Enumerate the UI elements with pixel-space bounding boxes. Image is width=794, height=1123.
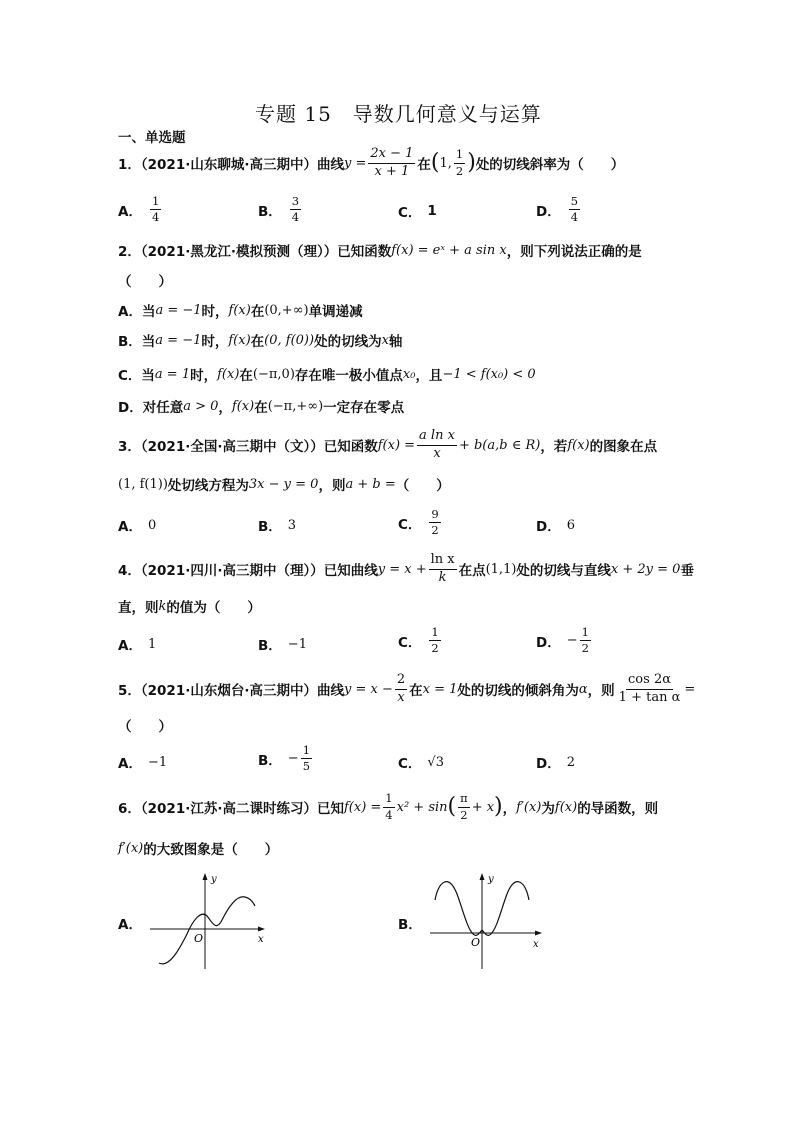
q5-option-a[interactable]: A． −1 (118, 754, 168, 772)
axis-x-label: x (533, 939, 539, 950)
axis-y-label: y (211, 874, 217, 885)
q5-option-c[interactable]: C． √3 (398, 754, 444, 772)
q5-answer-paren: （ ） (118, 719, 172, 735)
q4-option-c[interactable]: C． $\frac{1}{2}$ (398, 625, 439, 656)
q3-option-a[interactable]: A． 0 (118, 517, 157, 535)
q6-coef-fraction: $\frac{1}{4}$ (385, 791, 393, 822)
q6-option-b-graph[interactable] (425, 870, 550, 975)
x-axis-arrow (258, 927, 265, 932)
section-heading: 一、单选题 (118, 130, 186, 146)
q5-expression-fraction: $\frac{\cos 2\alpha}{\text{1 + tan α}}$ (618, 671, 681, 705)
q1-tail: 处的切线斜率为（ ） (475, 157, 625, 173)
q1-option-c[interactable]: C． 1 (398, 203, 437, 221)
question-1 (118, 146, 624, 180)
q5-option-d[interactable]: D． 2 (536, 754, 575, 772)
q2-option-d[interactable]: D．对任意 a > 0 ， f(x) 在 (−π,+∞) 一定存在零点 (118, 398, 405, 416)
q1-option-d[interactable]: D． $\frac{5}{4}$ (536, 194, 579, 225)
q3-option-c[interactable]: C． $\frac{9}{2}$ (398, 507, 439, 538)
q3-func-fraction: $\frac{\text{a ln x}}{x}$ (419, 427, 455, 461)
q1-lead: 1．（2021·山东聊城·高三期中）曲线 (118, 157, 344, 173)
q2-answer-paren: （ ） (118, 274, 172, 290)
y-axis-arrow (203, 873, 208, 880)
q6-option-a-label[interactable]: A． (118, 917, 142, 933)
q6-option-a-graph[interactable] (145, 870, 270, 975)
q1-func-lhs: y = (343, 155, 367, 171)
question-6-line-2: f′(x) 的大致图象是（ ） (118, 840, 279, 858)
question-2: 2．（2021·黑龙江·模拟预测（理））已知函数 f(x) = eˣ + a sin x ，则下列说法正确的是 (118, 242, 642, 260)
q1-option-a[interactable]: A． $\frac{1}{4}$ (118, 194, 160, 225)
origin-label: O (194, 932, 204, 945)
question-3-line-2: (1, f(1)) 处切线方程为 3x − y = 0 ，则 a + b = （ ） (118, 476, 450, 494)
curve-a (159, 897, 255, 964)
q2-option-a[interactable]: A．当 a = −1 时， f(x) 在 (0,+∞) 单调递减 (118, 302, 363, 320)
axis-y-label: y (488, 874, 494, 885)
q4-option-b[interactable]: B． −1 (258, 636, 307, 654)
y-axis-arrow (480, 873, 485, 880)
origin-label: O (471, 936, 481, 949)
q3-option-d[interactable]: D． 6 (536, 517, 575, 535)
q1-paren-open: ( (430, 150, 440, 175)
q3-option-b[interactable]: B． 3 (258, 517, 297, 535)
q1-func-fraction: $\frac{2x - 1}{x + 1}$ (370, 145, 414, 179)
q2-option-c[interactable]: C．当 a = 1 时， f(x) 在 (−π,0) 存在唯一极小值点 x₀ ，且 −1 < f(x₀) < 0 (118, 366, 536, 384)
q4-func-fraction: $\frac{\text{ln x}}{k}$ (430, 551, 455, 585)
q6-sin-fraction: $\frac{\pi}{2}$ (460, 791, 468, 822)
q1-paren-close: ) (467, 150, 476, 175)
q4-option-a[interactable]: A． 1 (118, 636, 157, 654)
question-6: 6．（2021·江苏·高二课时练习）已知 f(x) = $\frac{1}{4}$ x² + sin ( $\frac{\pi}{2}$ + x ) ， f′(x) 为 f(x) 的导函数，则 (118, 791, 659, 822)
q2-function: f(x) = eˣ + a sin x (391, 242, 507, 258)
q5-option-b[interactable]: B． − $\frac{1}{5}$ (258, 743, 311, 774)
q1-mid: 在 (417, 157, 431, 173)
q6-option-b-label[interactable]: B． (398, 917, 422, 933)
axis-x-label: x (258, 934, 264, 945)
question-4: 4．（2021·四川·高三期中（理））已知曲线 y = x + $\frac{\text{ln x}}{k}$ 在点 (1,1) 处的切线与直线 x + 2y = 0 垂 (118, 551, 694, 585)
question-4-line-2: 直，则 k 的值为（ ） (118, 598, 261, 616)
q5-func-fraction: $\frac{2}{x}$ (396, 671, 406, 705)
question-5: 5．（2021·山东烟台·高三期中）曲线 y = x − $\frac{2}{x}$ 在 x = 1 处的切线的倾斜角为 α ，则 $\frac{\cos 2\alpha}{\text{1 + tan α}}$ = (118, 671, 696, 705)
page-title: 专题 15 导数几何意义与运算 (255, 102, 542, 126)
q4-option-d[interactable]: D． − $\frac{1}{2}$ (536, 625, 589, 656)
x-axis-arrow (535, 931, 542, 936)
question-3: 3．（2021·全国·高三期中（文））已知函数 f(x) = $\frac{\text{a ln x}}{x}$ + b(a,b ∈ R) ，若 f(x) 的图象在点 (118, 427, 658, 461)
q2-option-b[interactable]: B．当 a = −1 时， f(x) 在 (0, f(0)) 处的切线为 x 轴 (118, 332, 403, 350)
q1-option-b[interactable]: B． $\frac{3}{4}$ (258, 194, 300, 225)
q1-point-fraction: $\frac{1}{2}$ (455, 147, 464, 178)
q1-point-left: 1, (439, 155, 452, 171)
